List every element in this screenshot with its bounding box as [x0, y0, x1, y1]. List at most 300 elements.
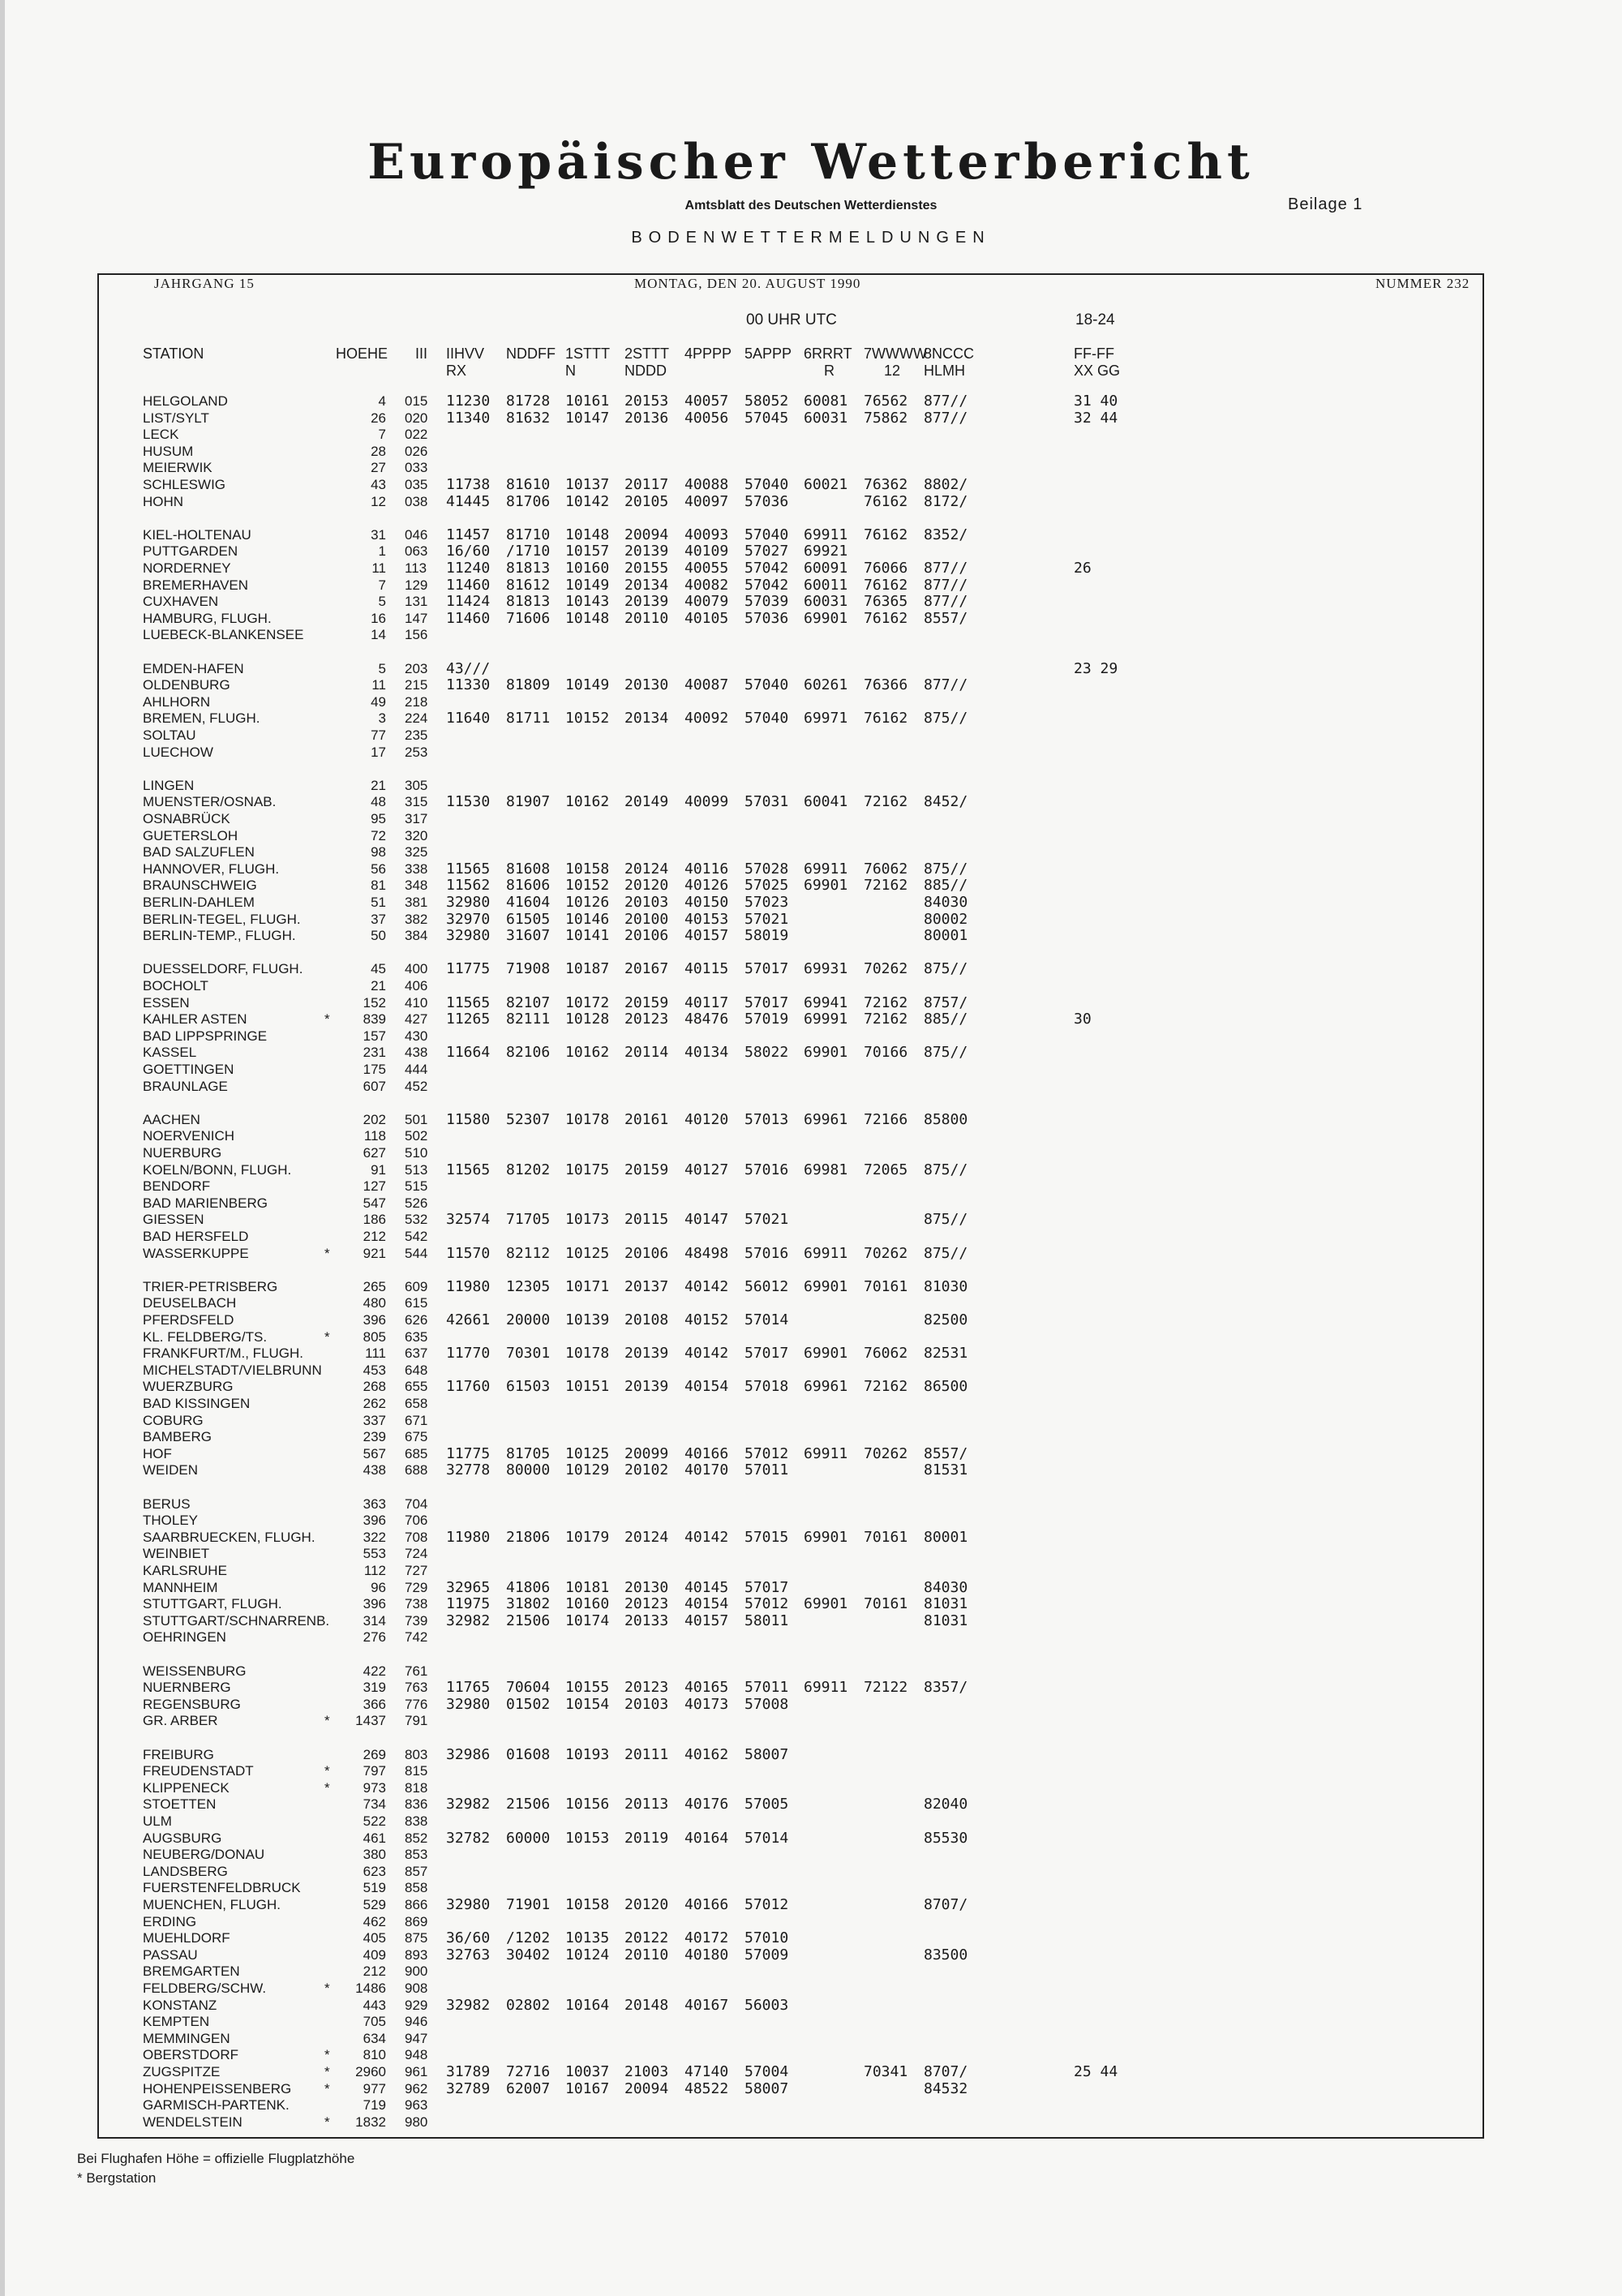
- obs-group-2: 71705: [506, 1211, 551, 1229]
- station-index: 438: [405, 1045, 428, 1061]
- station-index: 215: [405, 677, 428, 693]
- obs-group-9: 82040: [924, 1796, 968, 1813]
- station-altitude: 268: [363, 1379, 386, 1395]
- station-row: [0, 1914, 1622, 1930]
- obs-group-1: 32982: [446, 1611, 491, 1629]
- obs-group-2: /1202: [506, 1929, 551, 1947]
- station-altitude: 5: [378, 660, 386, 676]
- obs-group-3: 10146: [565, 910, 610, 928]
- obs-group-6: 57011: [744, 1679, 789, 1697]
- obs-group-8: 76162: [864, 609, 908, 627]
- station-row: [0, 1429, 1622, 1445]
- obs-group-4: 20139: [624, 543, 669, 560]
- obs-group-6: 57005: [744, 1796, 789, 1813]
- station-name: KASSEL: [143, 1045, 197, 1061]
- obs-group-8: 70262: [864, 1444, 908, 1462]
- station-altitude: 43: [371, 477, 386, 492]
- obs-group-4: 20148: [624, 1996, 669, 2014]
- station-altitude: 231: [363, 1045, 386, 1061]
- obs-group-7: 60031: [804, 409, 848, 427]
- obs-group-3: 10129: [565, 1461, 610, 1479]
- obs-group-4: 20106: [624, 927, 669, 945]
- obs-group-1: 11770: [446, 1345, 491, 1363]
- station-name: TRIER-PETRISBERG: [143, 1278, 278, 1294]
- obs-group-8: 76162: [864, 526, 908, 543]
- station-altitude: 634: [363, 2030, 386, 2046]
- station-altitude: 21: [371, 777, 386, 793]
- station-index: 410: [405, 994, 428, 1011]
- obs-group-1: 32986: [446, 1745, 491, 1763]
- obs-group-1: 32965: [446, 1578, 491, 1596]
- obs-group-8: 72162: [864, 1011, 908, 1028]
- station-name: BERLIN-TEGEL, FLUGH.: [143, 911, 301, 927]
- station-altitude: 553: [363, 1546, 386, 1562]
- station-name: STUTTGART, FLUGH.: [143, 1596, 282, 1612]
- obs-group-7: 60021: [804, 476, 848, 493]
- station-index: 948: [405, 2047, 428, 2063]
- station-name: NUERBURG: [143, 1145, 222, 1161]
- station-row: [0, 677, 1622, 693]
- station-altitude: 366: [363, 1696, 386, 1712]
- obs-group-1: 11980: [446, 1528, 491, 1546]
- obs-group-2: 81610: [506, 476, 551, 493]
- obs-group-3: 10149: [565, 676, 610, 694]
- col-c5-header: 4PPPP: [684, 345, 732, 362]
- station-row: [0, 1446, 1622, 1462]
- obs-group-10: 30: [1074, 1011, 1092, 1028]
- obs-group-3: 10149: [565, 576, 610, 594]
- station-name: BENDORF: [143, 1178, 211, 1195]
- obs-group-6: 58007: [744, 2079, 789, 2097]
- obs-group-5: 40172: [684, 1929, 729, 1947]
- station-name: GIESSEN: [143, 1212, 204, 1228]
- station-name: HAMBURG, FLUGH.: [143, 610, 272, 626]
- obs-group-5: 40057: [684, 393, 729, 410]
- station-altitude: 443: [363, 1997, 386, 2013]
- station-altitude: 319: [363, 1680, 386, 1696]
- obs-group-7: 69961: [804, 1378, 848, 1396]
- station-index: 815: [405, 1763, 428, 1779]
- station-index: 708: [405, 1529, 428, 1545]
- obs-group-2: 61505: [506, 910, 551, 928]
- obs-group-9: 8757/: [924, 994, 968, 1011]
- station-name: WUERZBURG: [143, 1379, 234, 1395]
- station-name: ESSEN: [143, 994, 190, 1011]
- station-name: KIEL-HOLTENAU: [143, 526, 251, 543]
- obs-group-1: 11765: [446, 1679, 491, 1697]
- obs-group-2: 80000: [506, 1461, 551, 1479]
- station-name: BERLIN-DAHLEM: [143, 895, 255, 910]
- station-index: 635: [405, 1328, 428, 1345]
- obs-group-3: 10124: [565, 1946, 610, 1963]
- obs-group-1: 32970: [446, 910, 491, 928]
- station-altitude: 409: [363, 1946, 386, 1963]
- obs-group-6: 57021: [744, 1211, 789, 1229]
- station-index: 893: [405, 1946, 428, 1963]
- obs-group-3: 10158: [565, 860, 610, 878]
- station-row: [0, 1028, 1622, 1045]
- station-row: [0, 1128, 1622, 1144]
- obs-group-5: 40087: [684, 676, 729, 694]
- obs-group-3: 10155: [565, 1679, 610, 1697]
- obs-group-6: 56003: [744, 1996, 789, 2014]
- obs-group-4: 20113: [624, 1796, 669, 1813]
- station-row: [0, 1195, 1622, 1212]
- obs-group-3: 10125: [565, 1244, 610, 1262]
- station-altitude: 111: [365, 1345, 386, 1362]
- station-index: 929: [405, 1997, 428, 2013]
- station-index: 946: [405, 2014, 428, 2030]
- obs-group-4: 20122: [624, 1929, 669, 1947]
- station-altitude: 1: [378, 543, 386, 560]
- station-name: PFERDSFELD: [143, 1312, 234, 1328]
- station-index: 026: [405, 443, 428, 459]
- obs-group-4: 20111: [624, 1745, 669, 1763]
- station-name: NUERNBERG: [143, 1680, 231, 1696]
- obs-group-1: 11230: [446, 393, 491, 410]
- obs-group-9: 80001: [924, 927, 968, 945]
- obs-group-3: 10151: [565, 1378, 610, 1396]
- obs-group-1: 11775: [446, 960, 491, 978]
- obs-group-2: 81907: [506, 793, 551, 811]
- station-altitude: 438: [363, 1462, 386, 1478]
- station-altitude: 276: [363, 1629, 386, 1646]
- station-row: [0, 878, 1622, 894]
- station-name: KEMPTEN: [143, 2014, 210, 2030]
- station-index: 853: [405, 1847, 428, 1863]
- obs-group-10: 26: [1074, 560, 1092, 577]
- station-name: MEIERWIK: [143, 460, 212, 476]
- obs-group-4: 20106: [624, 1244, 669, 1262]
- station-name: STUTTGART/SCHNARRENB.: [143, 1612, 330, 1629]
- station-altitude: 921: [363, 1245, 386, 1261]
- station-altitude: 3: [378, 710, 386, 727]
- station-name: GR. ARBER: [143, 1713, 218, 1729]
- station-altitude: 973: [363, 1779, 386, 1796]
- obs-group-2: 12305: [506, 1277, 551, 1295]
- station-row: [0, 1963, 1622, 1980]
- station-name: BAD KISSINGEN: [143, 1396, 251, 1411]
- station-row: [0, 1062, 1622, 1078]
- obs-group-5: 40088: [684, 476, 729, 493]
- obs-group-7: 69911: [804, 860, 848, 878]
- obs-group-5: 40157: [684, 1611, 729, 1629]
- obs-group-1: 11775: [446, 1444, 491, 1462]
- station-row: [0, 778, 1622, 794]
- obs-group-4: 20110: [624, 1946, 669, 1963]
- station-row: [0, 1513, 1622, 1529]
- obs-group-9: 8352/: [924, 526, 968, 543]
- station-row: [0, 961, 1622, 977]
- obs-group-4: 20120: [624, 1896, 669, 1913]
- obs-group-3: 10143: [565, 593, 610, 611]
- station-altitude: 461: [363, 1830, 386, 1846]
- obs-group-6: 57036: [744, 609, 789, 627]
- obs-group-1: 11562: [446, 877, 491, 895]
- station-index: 776: [405, 1696, 428, 1712]
- obs-group-2: 81612: [506, 576, 551, 594]
- col-c8-header: 7WWWW 12: [864, 345, 927, 379]
- station-index: 532: [405, 1212, 428, 1228]
- station-name: DEUSELBACH: [143, 1295, 237, 1311]
- obs-group-6: 57008: [744, 1695, 789, 1713]
- obs-group-6: 57011: [744, 1461, 789, 1479]
- station-altitude: 1437: [355, 1713, 386, 1729]
- obs-group-7: 69911: [804, 1679, 848, 1697]
- station-altitude: 529: [363, 1897, 386, 1912]
- obs-group-2: 70301: [506, 1345, 551, 1363]
- obs-group-3: 10148: [565, 609, 610, 627]
- obs-group-1: 11424: [446, 593, 491, 611]
- station-row: [0, 1697, 1622, 1713]
- obs-group-1: 11664: [446, 1044, 491, 1062]
- station-altitude: 81: [371, 878, 386, 894]
- obs-group-6: 57039: [744, 593, 789, 611]
- obs-group-6: 57040: [744, 476, 789, 493]
- station-row: [0, 1413, 1622, 1429]
- col-c9-header: 8NCCC HLMH: [924, 345, 975, 379]
- obs-group-9: 81030: [924, 1277, 968, 1295]
- obs-group-5: 40167: [684, 1996, 729, 2014]
- station-name: FELDBERG/SCHW.: [143, 1981, 267, 1996]
- station-index: 305: [405, 777, 428, 793]
- station-name: LUEBECK-BLANKENSEE: [143, 627, 304, 643]
- obs-group-2: 02802: [506, 1996, 551, 2014]
- station-row: [0, 527, 1622, 543]
- station-name: REGENSBURG: [143, 1696, 241, 1712]
- station-altitude: 37: [371, 911, 386, 927]
- station-row: [0, 1680, 1622, 1696]
- obs-group-9: 82500: [924, 1311, 968, 1328]
- station-index: 675: [405, 1429, 428, 1445]
- station-index: 962: [405, 2080, 428, 2096]
- station-row: [0, 1796, 1622, 1813]
- col-station-header: STATION: [143, 345, 204, 362]
- obs-group-6: 57023: [744, 894, 789, 911]
- station-altitude: 627: [363, 1145, 386, 1161]
- station-altitude: 112: [363, 1563, 386, 1578]
- obs-group-2: 81809: [506, 676, 551, 694]
- station-name: MUENSTER/OSNAB.: [143, 794, 277, 810]
- station-index: 658: [405, 1396, 428, 1411]
- obs-group-1: 11640: [446, 710, 491, 727]
- obs-group-1: 32574: [446, 1211, 491, 1229]
- station-row: [0, 1981, 1622, 1997]
- obs-group-9: 8707/: [924, 2063, 968, 2080]
- obs-group-9: 875//: [924, 1161, 968, 1178]
- station-name: LINGEN: [143, 777, 195, 793]
- obs-group-4: 20094: [624, 2079, 669, 2097]
- obs-group-2: 81710: [506, 526, 551, 543]
- obs-group-3: 10157: [565, 543, 610, 560]
- station-index: 908: [405, 1981, 428, 1996]
- station-altitude: 453: [363, 1362, 386, 1378]
- obs-group-4: 20094: [624, 526, 669, 543]
- obs-group-3: 10181: [565, 1578, 610, 1596]
- station-index: 947: [405, 2030, 428, 2046]
- obs-group-4: 21003: [624, 2063, 669, 2080]
- obs-group-6: 57025: [744, 877, 789, 895]
- obs-group-8: 70341: [864, 2063, 908, 2080]
- station-row: [0, 1396, 1622, 1412]
- obs-group-6: 57021: [744, 910, 789, 928]
- obs-group-5: 40154: [684, 1378, 729, 1396]
- obs-group-2: 81706: [506, 492, 551, 510]
- obs-group-7: 69901: [804, 609, 848, 627]
- obs-group-3: 10139: [565, 1311, 610, 1328]
- obs-group-7: 69901: [804, 1595, 848, 1613]
- station-row: [0, 1780, 1622, 1796]
- obs-group-9: 877//: [924, 409, 968, 427]
- obs-group-7: 69981: [804, 1161, 848, 1178]
- obs-group-9: 875//: [924, 1044, 968, 1062]
- obs-group-1: 32980: [446, 927, 491, 945]
- station-index: 869: [405, 1913, 428, 1929]
- station-row: [0, 794, 1622, 810]
- station-name: BAMBERG: [143, 1429, 212, 1445]
- obs-group-4: 20108: [624, 1311, 669, 1328]
- obs-group-8: 76162: [864, 576, 908, 594]
- station-name: BAD LIPPSPRINGE: [143, 1028, 268, 1044]
- station-altitude: 623: [363, 1863, 386, 1879]
- station-row: [0, 978, 1622, 994]
- obs-group-9: 85800: [924, 1110, 968, 1128]
- obs-group-8: 70161: [864, 1528, 908, 1546]
- station-row: [0, 1713, 1622, 1729]
- station-altitude: 1832: [355, 2114, 386, 2130]
- station-name: BERLIN-TEMP., FLUGH.: [143, 928, 296, 944]
- obs-group-3: 10175: [565, 1161, 610, 1178]
- obs-group-6: 57027: [744, 543, 789, 560]
- obs-group-6: 58007: [744, 1745, 789, 1763]
- obs-group-5: 40097: [684, 492, 729, 510]
- station-row: [0, 1363, 1622, 1379]
- obs-group-8: 70262: [864, 960, 908, 978]
- station-index: 400: [405, 961, 428, 977]
- obs-group-5: 40109: [684, 543, 729, 560]
- station-name: FREUDENSTADT: [143, 1763, 254, 1779]
- obs-group-5: 40116: [684, 860, 729, 878]
- station-name: HOHN: [143, 493, 184, 509]
- station-row: [0, 1847, 1622, 1863]
- station-row: [0, 1864, 1622, 1880]
- station-altitude: 7: [378, 427, 386, 443]
- station-altitude: 480: [363, 1295, 386, 1311]
- station-row: [0, 1178, 1622, 1195]
- station-altitude: 45: [371, 961, 386, 977]
- obs-group-2: 21506: [506, 1796, 551, 1813]
- obs-group-8: 72122: [864, 1679, 908, 1697]
- obs-group-4: 20134: [624, 576, 669, 594]
- station-row: [0, 1379, 1622, 1395]
- station-index: 203: [405, 660, 428, 676]
- station-row: [0, 828, 1622, 844]
- obs-group-9: 84030: [924, 894, 968, 911]
- station-index: 317: [405, 811, 428, 826]
- station-row: [0, 1998, 1622, 2014]
- station-index: 706: [405, 1513, 428, 1529]
- station-altitude: 175: [363, 1062, 386, 1077]
- station-name: HOHENPEISSENBERG: [143, 2080, 292, 2096]
- station-name: LANDSBERG: [143, 1863, 228, 1879]
- obs-group-4: 20133: [624, 1611, 669, 1629]
- obs-group-9: 8557/: [924, 609, 968, 627]
- obs-group-2: 01502: [506, 1695, 551, 1713]
- station-altitude: 239: [363, 1429, 386, 1445]
- station-row: [0, 1580, 1622, 1596]
- obs-group-1: 11240: [446, 560, 491, 577]
- jahrgang-label: JAHRGANG 15: [154, 276, 255, 291]
- station-name: BAD MARIENBERG: [143, 1195, 268, 1211]
- station-name: LECK: [143, 427, 179, 443]
- station-index: 046: [405, 526, 428, 543]
- obs-group-3: 10152: [565, 710, 610, 727]
- station-row: [0, 1613, 1622, 1629]
- obs-group-9: 81531: [924, 1461, 968, 1479]
- station-row: [0, 912, 1622, 928]
- obs-group-4: 20123: [624, 1011, 669, 1028]
- obs-group-3: 10161: [565, 393, 610, 410]
- obs-group-2: 52307: [506, 1110, 551, 1128]
- station-name: WEIDEN: [143, 1462, 198, 1478]
- station-index: 980: [405, 2114, 428, 2130]
- obs-group-5: 48476: [684, 1011, 729, 1028]
- station-row: [0, 745, 1622, 761]
- obs-group-8: 72162: [864, 793, 908, 811]
- obs-group-6: 57017: [744, 960, 789, 978]
- station-row: [0, 410, 1622, 427]
- obs-group-5: 40152: [684, 1311, 729, 1328]
- obs-group-6: 58019: [744, 927, 789, 945]
- station-index: 836: [405, 1796, 428, 1813]
- station-name: DUESSELDORF, FLUGH.: [143, 961, 303, 977]
- obs-group-7: 69911: [804, 1244, 848, 1262]
- obs-group-6: 58052: [744, 393, 789, 410]
- station-index: 382: [405, 911, 428, 927]
- station-index: 963: [405, 2097, 428, 2114]
- footnote-flughafen: Bei Flughafen Höhe = offizielle Flugplatzhöhe: [77, 2151, 355, 2166]
- obs-group-3: 10125: [565, 1444, 610, 1462]
- obs-group-5: 40150: [684, 894, 729, 911]
- range-label: 18-24: [1075, 311, 1115, 328]
- station-row: [0, 1596, 1622, 1612]
- obs-group-2: 82107: [506, 994, 551, 1011]
- obs-group-5: 40092: [684, 710, 729, 727]
- obs-group-1: 11975: [446, 1595, 491, 1613]
- obs-group-3: 10126: [565, 894, 610, 911]
- station-altitude: 4: [378, 393, 386, 409]
- obs-group-5: 40082: [684, 576, 729, 594]
- station-index: 381: [405, 895, 428, 910]
- page-title: Europäischer Wetterbericht: [367, 134, 1255, 191]
- obs-group-7: 69901: [804, 1277, 848, 1295]
- obs-group-2: 81813: [506, 593, 551, 611]
- station-name: MEMMINGEN: [143, 2030, 230, 2046]
- station-name: ERDING: [143, 1913, 197, 1929]
- station-altitude: 337: [363, 1412, 386, 1428]
- obs-group-2: 31802: [506, 1595, 551, 1613]
- station-index: 852: [405, 1830, 428, 1846]
- station-index: 791: [405, 1713, 428, 1729]
- station-index: 671: [405, 1412, 428, 1428]
- obs-group-3: 10158: [565, 1896, 610, 1913]
- station-altitude: 31: [371, 526, 386, 543]
- station-altitude: 322: [363, 1529, 386, 1545]
- col-c4-header: 2STTT NDDD: [624, 345, 670, 379]
- station-name: PASSAU: [143, 1946, 198, 1963]
- obs-group-4: 20139: [624, 1378, 669, 1396]
- station-altitude: 212: [363, 1229, 386, 1244]
